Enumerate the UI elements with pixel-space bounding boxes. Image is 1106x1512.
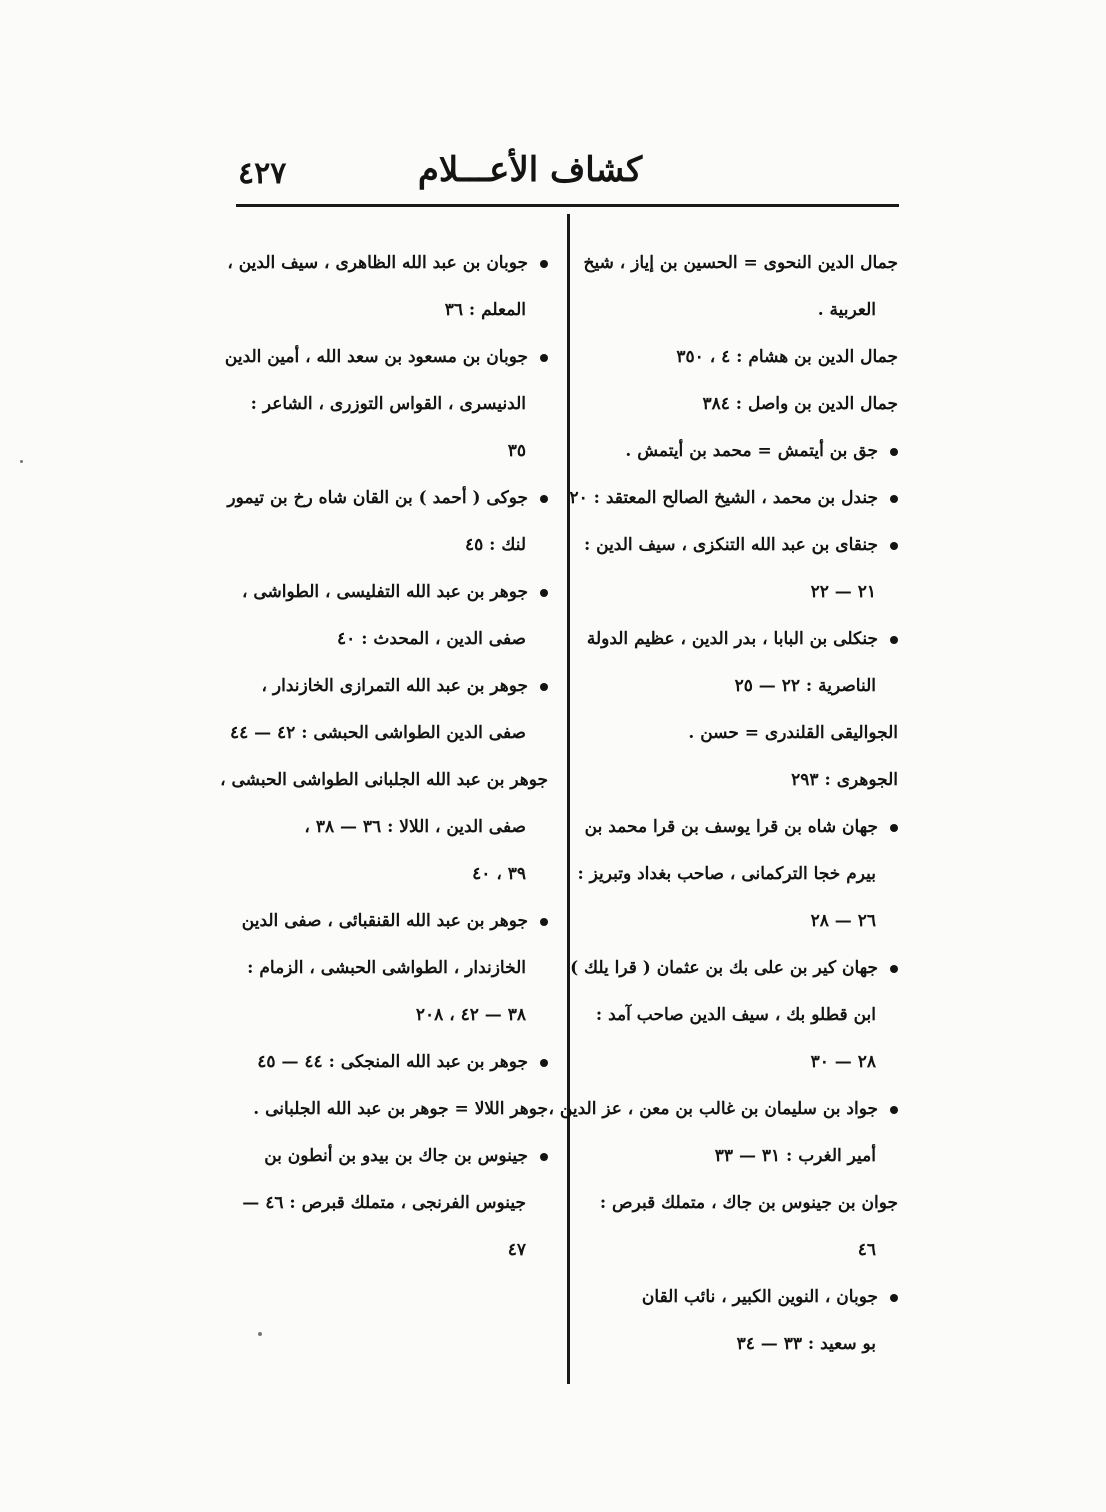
page-number: ٤٢٧ (238, 156, 287, 191)
bullet-icon (890, 824, 898, 832)
bullet-icon (890, 495, 898, 503)
entry-text: جوهر بن عبد الله الجلبانى الطواشى الحبشى ، (220, 770, 548, 790)
bullet-icon (890, 965, 898, 973)
entry-text: الدنيسرى ، القواس التوزرى ، الشاعر : (250, 394, 526, 414)
entry-text: الجوهرى : ٢٩٣ (791, 770, 898, 790)
bullet-icon (890, 542, 898, 550)
entry-text: جواد بن سليمان بن غالب بن معن ، عز الدين ، (548, 1099, 878, 1119)
entry-text: جوبان ، النوين الكبير ، نائب القان (641, 1287, 878, 1307)
bullet-icon (890, 448, 898, 456)
bullet-icon (890, 1294, 898, 1302)
entry-text: جوهر بن عبد الله التمرازى الخازندار ، (261, 676, 528, 696)
index-entry (592, 334, 898, 381)
entry-text: جوهر بن عبد الله التفليسى ، الطواشى ، (241, 582, 528, 602)
entry-text: ابن قطلو بك ، سيف الدين صاحب آمد : (595, 1005, 876, 1025)
entry-text: بيرم خجا التركمانى ، صاحب بغداد وتبريز : (577, 864, 876, 884)
index-entry (548, 1086, 898, 1180)
index-entry (583, 522, 898, 616)
entry-text: جمال الدين بن هشام : ٤ ، ٣٥٠ (676, 347, 898, 367)
entry-text: المعلم : ٣٦ (444, 300, 526, 320)
entry-text: جنكلى بن البابا ، بدر الدين ، عظيم الدولة (586, 629, 878, 649)
index-entry (227, 475, 548, 569)
entry-text: بو سعيد : ٣٣ — ٣٤ (736, 1334, 876, 1354)
bullet-icon (540, 495, 548, 503)
bullet-icon (540, 260, 548, 268)
index-entry (238, 1039, 548, 1086)
index-entry (220, 757, 548, 898)
index-entry (586, 616, 898, 710)
index-entry (592, 428, 898, 475)
index-entry (592, 757, 898, 804)
entry-text: صفى الدين ، اللالا : ٣٦ — ٣٨ ، (304, 817, 526, 837)
scan-speck (258, 1332, 262, 1336)
entry-text: لنك : ٤٥ (464, 535, 526, 555)
entry-text: ٤٧ (507, 1240, 526, 1260)
index-entry (224, 334, 548, 475)
entry-text: العربية . (817, 300, 876, 320)
index-entry (570, 945, 898, 1086)
entry-text: جنقاى بن عبد الله التنكزى ، سيف الدين : (583, 535, 878, 555)
index-column-right (548, 240, 898, 1368)
scan-speck (20, 460, 23, 463)
index-entry (592, 381, 898, 428)
entry-text: جوكى ( أحمد ) بن القان شاه رخ بن تيمور (227, 488, 528, 508)
bullet-icon (540, 1153, 548, 1161)
index-entry (238, 569, 548, 663)
index-entry (577, 804, 898, 945)
index-entry (227, 240, 548, 334)
entry-text: ٣٥ (507, 441, 526, 461)
bullet-icon (540, 683, 548, 691)
index-entry (238, 1133, 548, 1274)
column-divider (567, 214, 570, 1384)
bullet-icon (540, 589, 548, 597)
entry-text: جوان بن جينوس بن جاك ، متملك قبرص : (599, 1193, 898, 1213)
entry-text: صفى الدين ، المحدث : ٤٠ (337, 629, 526, 649)
index-entry (583, 240, 898, 334)
index-entry (229, 663, 548, 757)
entry-text: جندل بن محمد ، الشيخ الصالح المعتقد : ٢٠ (569, 488, 878, 508)
index-column-left (220, 240, 548, 1274)
bullet-icon (540, 918, 548, 926)
entry-text: صفى الدين الطواشى الحبشى : ٤٢ — ٤٤ (229, 723, 526, 743)
entry-text: ٤٦ (857, 1240, 876, 1260)
entry-text: جهان كير بن على بك بن عثمان ( قرا يلك ) (570, 958, 878, 978)
entry-text: الخازندار ، الطواشى الحبشى ، الزمام : (247, 958, 526, 978)
entry-text: جمال الدين النحوى = الحسين بن إياز ، شيخ (583, 253, 898, 273)
index-entry (238, 898, 548, 1039)
bullet-icon (890, 636, 898, 644)
entry-text: أمير الغرب : ٣١ — ٣٣ (714, 1146, 876, 1166)
bullet-icon (890, 1106, 898, 1114)
entry-text: جوهر بن عبد الله القنقبائى ، صفى الدين (241, 911, 528, 931)
entry-text: الناصرية : ٢٢ — ٢٥ (734, 676, 876, 696)
entry-text: ٢٦ — ٢٨ (810, 911, 876, 931)
bullet-icon (540, 354, 548, 362)
entry-text: جينوس بن جاك بن بيدو بن أنطون بن (264, 1146, 528, 1166)
entry-text: جوبان بن مسعود بن سعد الله ، أمين الدين (224, 347, 528, 367)
entry-text: ٢١ — ٢٢ (810, 582, 876, 602)
index-entry (592, 710, 898, 757)
bullet-icon (540, 1059, 548, 1067)
entry-text: جوبان بن عبد الله الظاهرى ، سيف الدين ، (227, 253, 528, 273)
entry-text: جوهر بن عبد الله المنجكى : ٤٤ — ٤٥ (257, 1052, 528, 1072)
page-title: كشاف الأعـــلام (417, 150, 643, 190)
entry-text: جق بن أيتمش = محمد بن أيتمش . (625, 441, 878, 461)
entry-text: ٣٨ — ٤٢ ، ٢٠٨ (415, 1005, 526, 1025)
entry-text: ٢٨ — ٣٠ (810, 1052, 876, 1072)
header-rule (236, 204, 899, 207)
index-entry (569, 475, 898, 522)
entry-text: الجواليقى القلندرى = حسن . (688, 723, 898, 743)
entry-text: جهان شاه بن قرا يوسف بن قرا محمد بن (584, 817, 878, 837)
index-entry (592, 1180, 898, 1274)
index-entry (592, 1274, 898, 1368)
index-entry (238, 1086, 548, 1133)
entry-text: جمال الدين بن واصل : ٣٨٤ (702, 394, 898, 414)
entry-text: جينوس الفرنجى ، متملك قبرص : ٤٦ — (242, 1193, 526, 1213)
entry-text: ٣٩ ، ٤٠ (472, 864, 526, 884)
entry-text: جوهر اللالا = جوهر بن عبد الله الجلبانى . (253, 1099, 548, 1119)
